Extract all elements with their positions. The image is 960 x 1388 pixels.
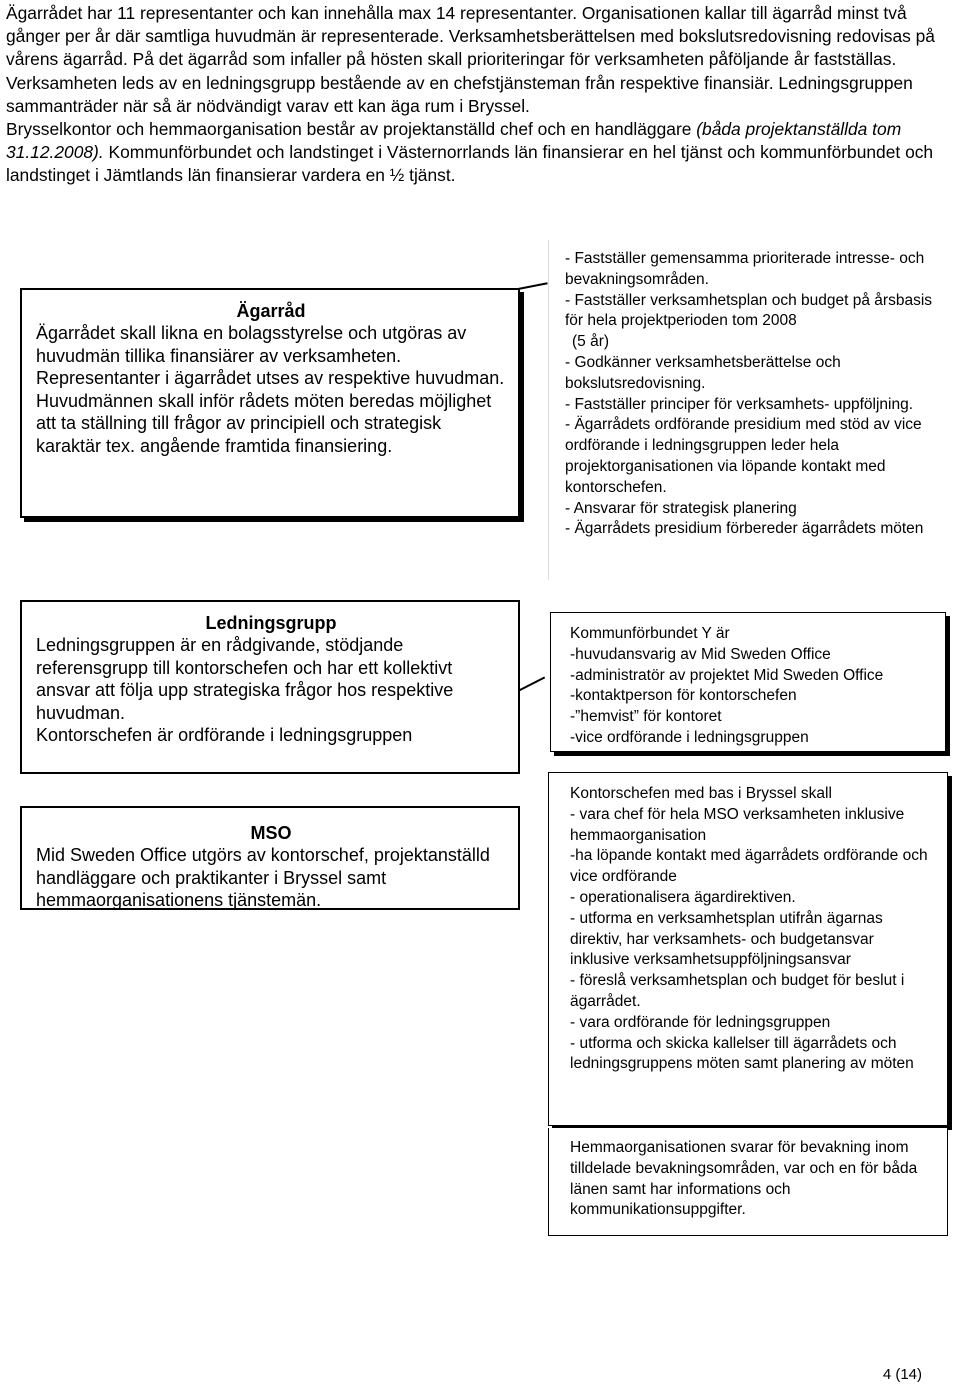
intro-text (6, 2, 956, 188)
hemmaorganisation-text: Hemmaorganisationen svarar för bevakning inom tilldelade bevakningsområden, var och en för båda länen samt har informations och kommunikationsuppgifter. (570, 1139, 918, 1219)
agarrad-task-6: - Ägarrådets ordförande presidium med stöd av vice ordförande i ledningsgruppen leder hela projektorganisationen via löpande kontakt med kontorschefen. (565, 416, 922, 496)
intro-paragraph-2 (6, 118, 956, 188)
chief-line-6: - föreslå verksamhetsplan och budget för beslut i ägarrådet. (570, 972, 905, 1010)
kf-line-3: -administratör av projektet Mid Sweden Office (570, 666, 884, 684)
agarrad-tasks (565, 249, 940, 579)
intro-p2-italic: (båda projektanställda tom 31.12.2008). (6, 119, 902, 163)
mso-box (20, 806, 520, 910)
agarrad-box (20, 288, 520, 518)
agarrad-task-3: (5 år) (572, 333, 610, 351)
intro-p2-end: Kommunförbundet och landstinget i Västernorrlands län finansierar en hel tjänst och kommunförbundet och landstinget i Jämtlands län finansierar vardera en ½ tjänst. (6, 142, 934, 186)
kommunforbundet-text (570, 624, 940, 749)
agarrad-title: Ägarråd (236, 301, 306, 321)
kf-line-4: -kontaktperson för kontorschefen (570, 687, 797, 705)
intro-paragraph-1: Ägarrådet har 11 representanter och kan innehålla max 14 representanter. Organisationen kallar till ägarråd minst två gånger per år där samtliga huvudmän är representerade. Verksamhetsberättelsen med bokslutsredovisning redovisas på vårens ägarråd. På det ägarråd som infaller på hösten skall prioriteringar för verksamheten påföljande år fastställas. Verksamheten leds av en ledningsgrupp bestående av en chefstjänsteman från respektive finansiär. Ledningsgruppen sammanträder när så är nödvändigt varav ett kan äga rum i Bryssel. (6, 3, 935, 116)
mso-body: Mid Sweden Office utgörs av kontorschef, projektanställd handläggare och praktikanter i Bryssel samt hemmaorganisationens tjänstemän. (36, 845, 490, 910)
kf-line-1: Kommunförbundet Y är (570, 625, 730, 642)
agarrad-task-7: - Ansvarar för strategisk planering (565, 499, 797, 517)
chief-line-1: Kontorschefen med bas i Bryssel skall (570, 785, 832, 802)
agarrad-body: Ägarrådet skall likna en bolagsstyrelse och utgöras av huvudmän tillika finansiärer av verksamheten. Representanter i ägarrådet utses av respektive huvudman. Huvudmännen skall inför rådets möten beredas möjlighet att ta ställning till frågor av principiell och strategisk karaktär tex. angående framtida finansiering. (36, 323, 505, 456)
kontorschef-text (570, 784, 930, 1075)
chief-line-5: - utforma en verksamhetsplan utifrån ägarnas direktiv, har verksamhets- och budgetansvar inklusive verksamhetsuppföljningsansvar (570, 909, 883, 969)
ledningsgrupp-title: Ledningsgrupp (205, 613, 337, 633)
agarrad-task-2: - Fastställer verksamhetsplan och budget på årsbasis för hela projektperioden tom 2008 (565, 291, 933, 330)
chief-line-4: - operationalisera ägardirektiven. (570, 888, 796, 906)
kf-line-5: -”hemvist” för kontoret (570, 708, 722, 726)
kf-line-2: -huvudansvarig av Mid Sweden Office (570, 645, 831, 663)
agarrad-task-8: - Ägarrådets presidium förbereder ägarrådets möten (565, 520, 924, 538)
chief-line-3: -ha löpande kontakt med ägarrådets ordförande och vice ordförande (570, 847, 928, 886)
page-number: 4 (14) (882, 1366, 922, 1383)
kf-line-6: -vice ordförande i ledningsgruppen (570, 728, 809, 746)
connector-ledningsgrupp (518, 676, 546, 691)
connector-agarrad (518, 282, 548, 290)
agarrad-task-4: - Godkänner verksamhetsberättelse och bokslutsredovisning. (565, 353, 841, 392)
ledningsgrupp-box (20, 600, 520, 774)
agarrad-task-5: - Fastställer principer för verksamhets- uppföljning. (565, 395, 914, 413)
chief-line-7: - vara ordförande för ledningsgruppen (570, 1013, 831, 1031)
intro-p2-start: Brysselkontor och hemmaorganisation består av projektanställd chef och en handläggare (6, 119, 697, 140)
chief-line-2: - vara chef för hela MSO verksamheten inklusive hemmaorganisation (570, 805, 905, 844)
agarrad-task-1: - Fastställer gemensamma prioriterade intresse- och bevakningsområden. (565, 250, 925, 288)
chief-line-8: - utforma och skicka kallelser till ägarrådets och ledningsgruppens möten samt planering av möten (570, 1034, 914, 1073)
ledningsgrupp-body-2: Kontorschefen är ordförande i ledningsgruppen (36, 725, 413, 745)
mso-title: MSO (250, 823, 292, 843)
ledningsgrupp-body: Ledningsgruppen är en rådgivande, stödjande referensgrupp till kontorschefen och har ett kollektivt ansvar att följa upp strategiska frågor hos respektive huvudman. (36, 635, 454, 723)
